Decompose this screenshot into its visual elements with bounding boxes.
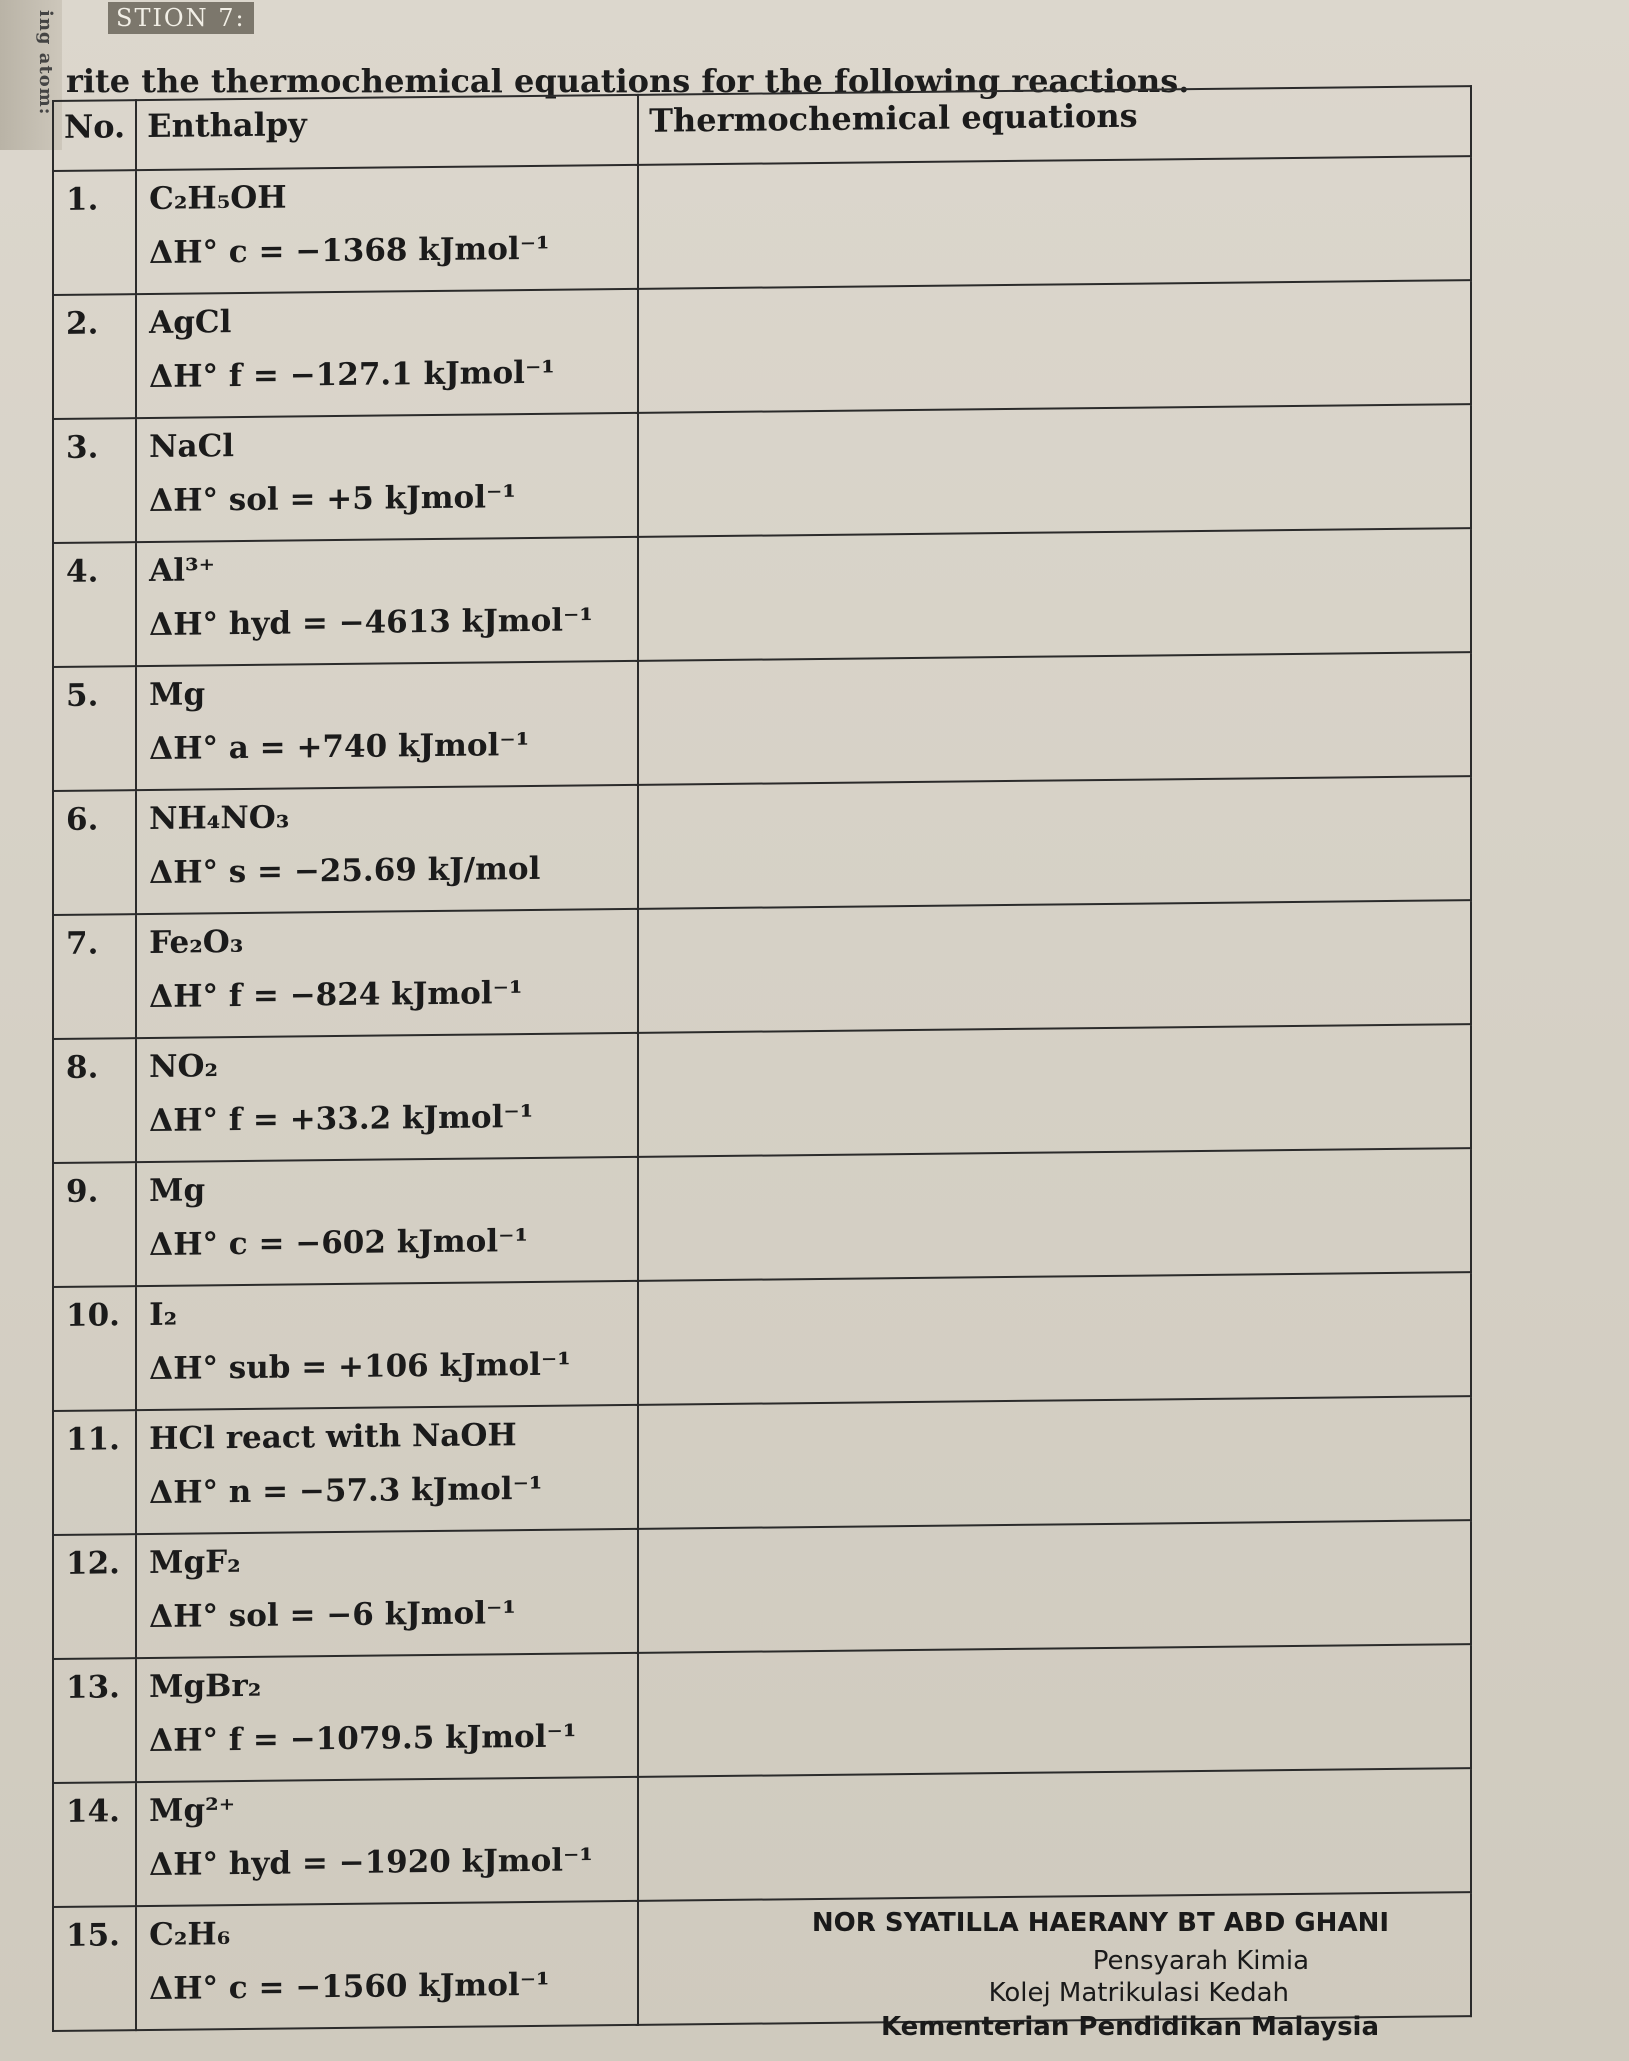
row-number: 3. (53, 418, 136, 543)
row-number: 5. (53, 666, 136, 791)
footer-ministry: Kementerian Pendidikan Malaysia (880, 2012, 1379, 2042)
row-number: 6. (53, 790, 136, 915)
enthalpy-cell (136, 1405, 638, 1534)
equation-answer-cell[interactable] (638, 1520, 1471, 1653)
equation-answer-cell[interactable] (638, 1148, 1471, 1281)
enthalpy-cell (136, 165, 638, 294)
equation-answer-cell[interactable] (638, 404, 1471, 537)
enthalpy-cell (136, 1157, 638, 1286)
enthalpy-value: ΔH° a = +740 kJmol⁻¹ (149, 727, 530, 767)
species-name: NH₄NO₃ (149, 799, 290, 837)
enthalpy-value: ΔH° f = −824 kJmol⁻¹ (149, 975, 523, 1015)
table-row (53, 1396, 1471, 1535)
enthalpy-value: ΔH° sol = +5 kJmol⁻¹ (149, 479, 516, 519)
enthalpy-value: ΔH° n = −57.3 kJmol⁻¹ (149, 1470, 543, 1511)
enthalpy-cell (136, 1653, 638, 1782)
species-name: MgBr₂ (149, 1667, 262, 1705)
species-name: Al³⁺ (149, 552, 215, 589)
enthalpy-cell (136, 785, 638, 914)
table-row (53, 1272, 1471, 1411)
enthalpy-cell (136, 1033, 638, 1162)
table-row (53, 1768, 1471, 1907)
equation-answer-cell[interactable] (638, 900, 1471, 1033)
row-number: 8. (53, 1038, 136, 1163)
row-number: 7. (53, 914, 136, 1039)
row-number: 11. (53, 1410, 136, 1535)
row-number: 2. (53, 294, 136, 419)
enthalpy-cell (136, 1777, 638, 1906)
table-row (53, 528, 1471, 667)
row-number: 14. (53, 1782, 136, 1907)
species-name: AgCl (149, 304, 232, 341)
species-name: Fe₂O₃ (149, 923, 244, 961)
table-row (53, 1520, 1471, 1659)
enthalpy-value: ΔH° hyd = −4613 kJmol⁻¹ (149, 602, 593, 643)
instruction-text: rite the thermochemical equations for the following reactions. (66, 62, 1190, 100)
enthalpy-cell (136, 661, 638, 790)
species-name: C₂H₆ (149, 1916, 231, 1953)
enthalpy-value: ΔH° sol = −6 kJmol⁻¹ (149, 1595, 516, 1635)
footer-department: Pensyarah Kimia (1092, 1946, 1309, 1976)
species-name: NaCl (149, 428, 235, 465)
edge-text: ing atom: (35, 10, 56, 116)
enthalpy-value: ΔH° c = −602 kJmol⁻¹ (149, 1223, 529, 1263)
enthalpy-value: ΔH° c = −1560 kJmol⁻¹ (149, 1966, 550, 2007)
enthalpy-cell (136, 1281, 638, 1410)
equation-answer-cell[interactable] (638, 1768, 1471, 1901)
enthalpy-value: ΔH° sub = +106 kJmol⁻¹ (149, 1346, 571, 1387)
enthalpy-cell (136, 1901, 638, 2030)
equation-answer-cell[interactable] (638, 156, 1471, 289)
enthalpy-cell (136, 909, 638, 1038)
table-row (53, 652, 1471, 791)
species-name: HCl react with NaOH (149, 1417, 517, 1457)
enthalpy-value: ΔH° s = −25.69 kJ/mol (149, 850, 541, 891)
enthalpy-value: ΔH° hyd = −1920 kJmol⁻¹ (149, 1842, 593, 1883)
species-name: Mg (149, 676, 206, 713)
footer-college: Kolej Matrikulasi Kedah (988, 1978, 1289, 2008)
row-number: 12. (53, 1534, 136, 1659)
footer-author: NOR SYATILLA HAERANY BT ABD GHANI (811, 1908, 1389, 1938)
equation-answer-cell[interactable] (638, 280, 1471, 413)
equation-answer-cell[interactable] (638, 1644, 1471, 1777)
enthalpy-value: ΔH° f = −127.1 kJmol⁻¹ (149, 354, 555, 395)
row-number: 10. (53, 1286, 136, 1411)
row-number: 1. (53, 170, 136, 295)
enthalpy-value: ΔH° f = +33.2 kJmol⁻¹ (149, 1098, 534, 1139)
table-row (53, 1644, 1471, 1783)
header-enthalpy: Enthalpy (136, 95, 638, 170)
species-name: I₂ (149, 1296, 178, 1333)
enthalpy-cell (136, 1529, 638, 1658)
species-name: C₂H₅OH (149, 179, 287, 217)
table-row (53, 404, 1471, 543)
row-number: 9. (53, 1162, 136, 1287)
table-row (53, 900, 1471, 1039)
enthalpy-cell (136, 413, 638, 542)
equation-answer-cell[interactable] (638, 1024, 1471, 1157)
equation-answer-cell[interactable] (638, 776, 1471, 909)
equation-answer-cell[interactable] (638, 652, 1471, 785)
header-no: No. (53, 100, 136, 171)
row-number: 13. (53, 1658, 136, 1783)
species-name: Mg²⁺ (149, 1792, 236, 1829)
thermochemical-table (52, 85, 1472, 2032)
table-row (53, 1024, 1471, 1163)
row-number: 15. (53, 1906, 136, 2031)
species-name: Mg (149, 1172, 206, 1209)
enthalpy-value: ΔH° f = −1079.5 kJmol⁻¹ (149, 1718, 577, 1759)
section-label: STION 7: (108, 2, 254, 34)
enthalpy-cell (136, 289, 638, 418)
row-number: 4. (53, 542, 136, 667)
table-row (53, 156, 1471, 295)
enthalpy-cell (136, 537, 638, 666)
equation-answer-cell[interactable] (638, 1396, 1471, 1529)
enthalpy-value: ΔH° c = −1368 kJmol⁻¹ (149, 230, 550, 271)
table-row (53, 1148, 1471, 1287)
header-equations: Thermochemical equations (638, 86, 1471, 165)
table-row (53, 280, 1471, 419)
species-name: MgF₂ (149, 1544, 241, 1581)
species-name: NO₂ (149, 1048, 219, 1085)
equation-answer-cell[interactable] (638, 528, 1471, 661)
table-row (53, 776, 1471, 915)
equation-answer-cell[interactable] (638, 1272, 1471, 1405)
